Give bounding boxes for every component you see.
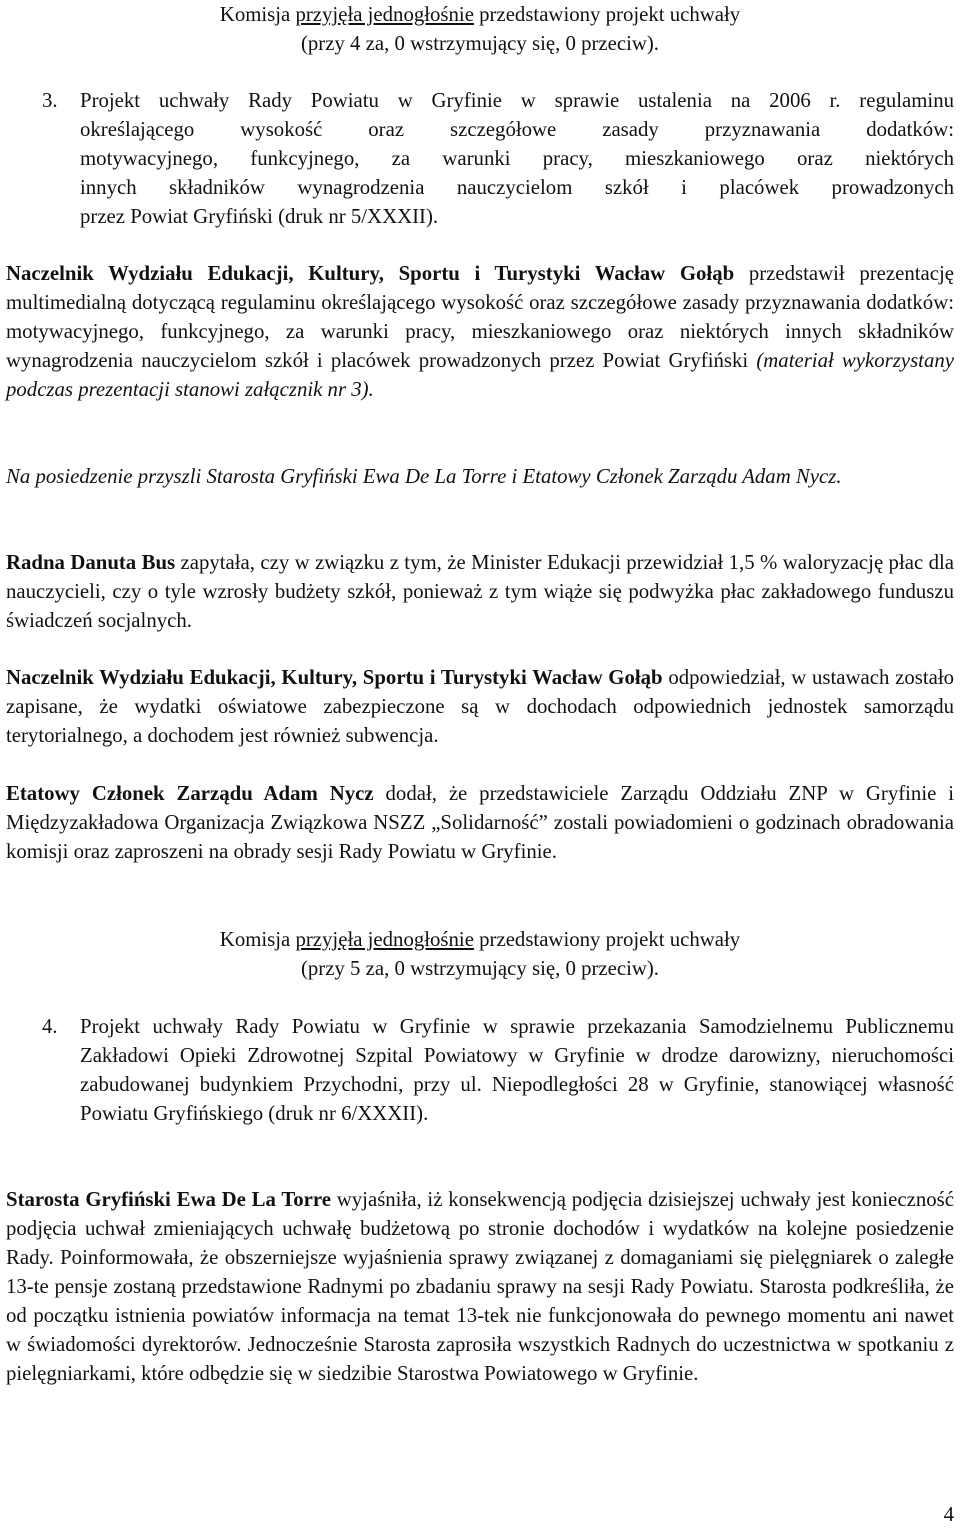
item-line: innych składników wynagrodzenia nauczycielom szkół i placówek prowadzonych [80, 176, 954, 199]
attendance-note: Na posiedzenie przyszli Starosta Gryfiński Ewa De La Torre i Etatowy Członek Zarządu Adam Nycz. [6, 465, 842, 488]
vote-underlined: przyjęła jednogłośnie [295, 928, 474, 951]
page-number: 4 [943, 1503, 954, 1526]
paragraph-attendance [6, 462, 954, 491]
speaker-name: Etatowy Członek Zarządu Adam Nycz [6, 782, 374, 805]
agenda-item-3 [6, 86, 954, 236]
speaker-name: Starosta Gryfiński Ewa De La Torre [6, 1188, 331, 1211]
vote-prefix: Komisja [219, 928, 296, 951]
vote-line-1 [6, 925, 954, 954]
vote-line-1 [6, 0, 954, 29]
paragraph-text: odpowiedział, w ustawach zostało zapisane, że wydatki oświatowe zabezpieczone są w dochodach odpowiednich jednostek samorządu terytorialnego, a dochodem jest również subwencja. [6, 666, 955, 747]
item-text [80, 86, 954, 231]
item-number: 4. [42, 1015, 58, 1038]
vote-prefix: Komisja [219, 3, 296, 26]
paragraph-text: zapytała, czy w związku z tym, że Minister Edukacji przewidział 1,5 % waloryzację płac dla nauczycieli, czy o tyle wzrosły budżety szkół, ponieważ z tym wiąże się podwyżka płac zakładowego funduszu świadczeń socjalnych. [6, 551, 954, 632]
paragraph-addition [6, 779, 954, 866]
vote-tally: (przy 4 za, 0 wstrzymujący się, 0 przeciw). [300, 32, 660, 55]
vote-suffix: przedstawiony projekt uchwały [473, 3, 741, 26]
item-number: 3. [42, 89, 58, 112]
vote-suffix: przedstawiony projekt uchwały [473, 928, 741, 951]
paragraph-text: dodał, że przedstawiciele Zarządu Oddziału ZNP w Gryfinie i Międzyzakładowa Organizacja Związkowa NSZZ „Solidarność” zostali powiadomieni o godzinach obradowania komisji oraz zaproszeni na obrady sesji Rady Powiatu w Gryfinie. [6, 782, 955, 863]
agenda-item-4 [6, 1012, 954, 1162]
paragraph-note: (materiał wykorzystany podczas prezentacji stanowi załącznik nr 3). [6, 349, 954, 401]
vote-result-1 [6, 0, 954, 58]
vote-underlined: przyjęła jednogłośnie [295, 3, 474, 26]
paragraph-text: przedstawił prezentację multimedialną dotyczącą regulaminu określającego wysokość oraz szczegółowe zasady przyznawania dodatków: motywacyjnego, funkcyjnego, za warunki pracy, mieszkaniowego oraz niektórych innych składników wynagrodzenia nauczycielom szkół i placówek prowadzonych przez Powiat Gryfiński [6, 262, 954, 372]
item-line: motywacyjnego, funkcyjnego, za warunki pracy, mieszkaniowego oraz niektórych [80, 147, 954, 170]
speaker-name: Naczelnik Wydziału Edukacji, Kultury, Sportu i Turystyki Wacław Gołąb [6, 262, 735, 285]
item-line: Projekt uchwały Rady Powiatu w Gryfinie w sprawie ustalenia na 2006 r. regulaminu [80, 89, 954, 112]
paragraph-presentation [6, 259, 954, 404]
vote-result-2 [6, 925, 954, 983]
speaker-name: Radna Danuta Bus [6, 551, 176, 574]
paragraph-explanation [6, 1185, 954, 1388]
vote-tally: (przy 5 za, 0 wstrzymujący się, 0 przeciw). [300, 957, 660, 980]
speaker-name: Naczelnik Wydziału Edukacji, Kultury, Sportu i Turystyki Wacław Gołąb [6, 666, 663, 689]
item-text: Projekt uchwały Rady Powiatu w Gryfinie w sprawie przekazania Samodzielnemu Publicznemu Zakładowi Opieki Zdrowotnej Szpital Powiatowy w Gryfinie w drodze darowizny, nieruchomości zabudowanej budynkiem Przychodni, przy ul. Niepodległości 28 w Gryfinie, stanowiącej własność Powiatu Gryfińskiego (druk nr 6/XXXII). [80, 1015, 954, 1125]
paragraph-text: wyjaśniła, iż konsekwencją podjęcia dzisiejszej uchwały jest konieczność podjęcia uchwał zmieniających uchwałę budżetową po stronie dochodów i wydatków na kolejne posiedzenie Rady. Poinformowała, że obszerniejsze wyjaśnienia sprawy związanej z domaganiami się pielęgniarek o zaległe 13-te pensje zostaną przedstawione Radnymi po zbadaniu sprawy na sesji Rady Powiatu. Starosta podkreśliła, że od początku istnienia powiatów informacja na temat 13-tek nie funkcjonowała do pewnego momentu ani nawet w świadomości dyrektorów. Jednocześnie Starosta zaprosiła wszystkich Radnych do uczestnictwa w spotkaniu z pielęgniarkami, które odbędzie się w siedzibie Starostwa Powiatowego w Gryfinie. [6, 1188, 954, 1385]
item-line: określającego wysokość oraz szczegółowe zasady przyznawania dodatków: [80, 118, 954, 141]
item-line: przez Powiat Gryfiński (druk nr 5/XXXII). [80, 205, 439, 228]
paragraph-question [6, 548, 954, 635]
paragraph-answer [6, 663, 954, 750]
